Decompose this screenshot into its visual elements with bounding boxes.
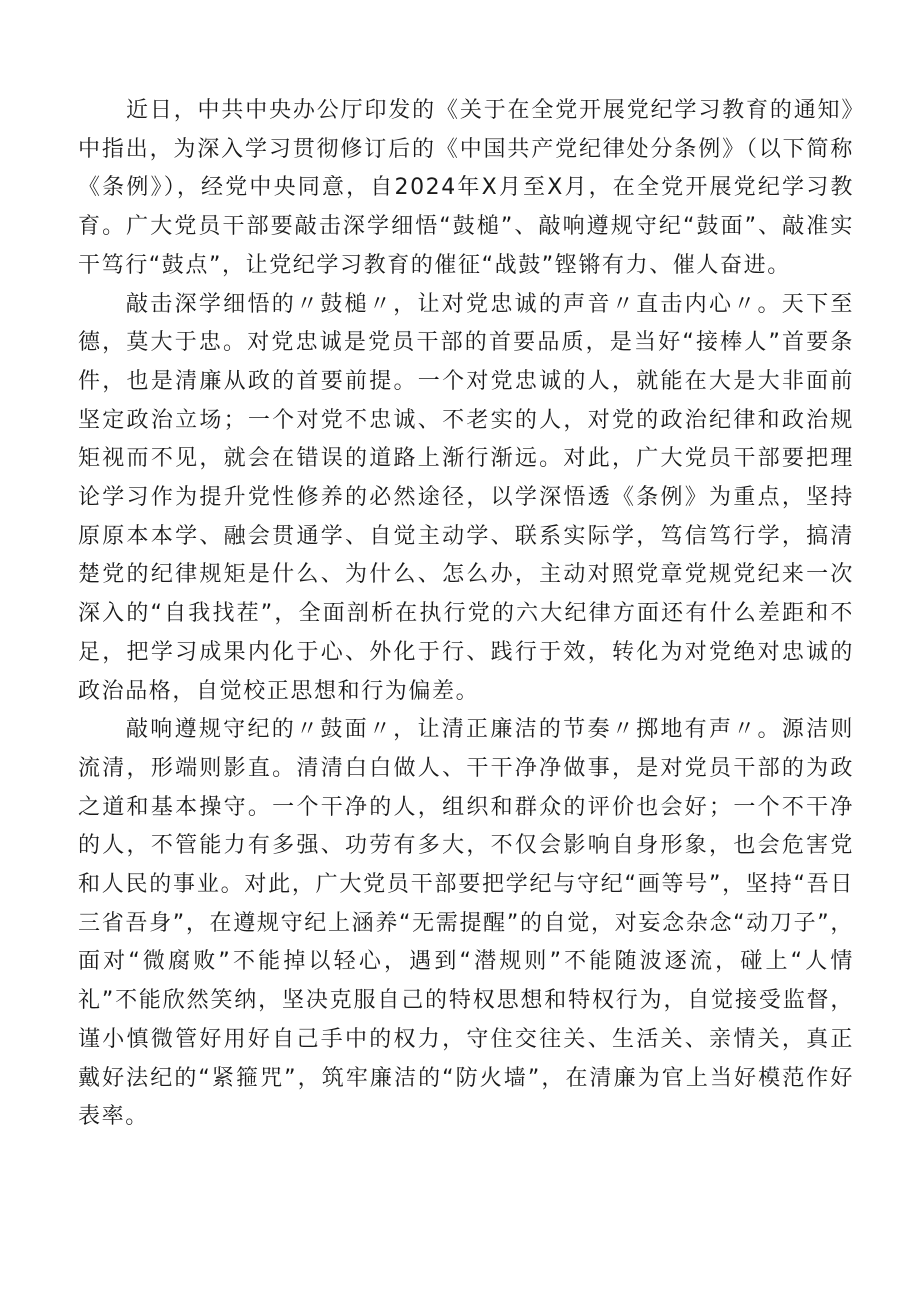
- document-body: [78, 92, 854, 1137]
- paragraph-drumhead: 敲响遵规守纪的〃鼓面〃，让清正廉洁的节奏〃掷地有声〃。源洁则流清，形端则影直。清清白白做人、干干净净做事，是对党员干部的为政之道和基本操守。一个干净的人，组织和群众的评价也会好；一个不干净的人，不管能力有多强、功劳有多大，不仅会影响自身形象，也会危害党和人民的事业。对此，广大党员干部要把学纪与守纪“画等号”，坚持“吾日三省吾身”，在遵规守纪上涵养“无需提醒”的自觉，对妄念杂念“动刀子”，面对“微腐败”不能掉以轻心，遇到“潜规则”不能随波逐流，碰上“人情礼”不能欣然笑纳，坚决克服自己的特权思想和特权行为，自觉接受监督，谨小慎微管好用好自己手中的权力，守住交往关、生活关、亲情关，真正戴好法纪的“紧箍咒”，筑牢廉洁的“防火墙”，在清廉为官上当好模范作好表率。: [78, 717, 854, 1130]
- paragraph-intro: 近日，中共中央办公厅印发的《关于在全党开展党纪学习教育的通知》中指出，为深入学习贯彻修订后的《中国共产党纪律处分条例》（以下简称《条例》），经党中央同意，自2024年X月至X月，在全党开展党纪学习教育。广大党员干部要敲击深学细悟“鼓槌”、敲响遵规守纪“鼓面”、敲准实干笃行“鼓点”，让党纪学习教育的催征“战鼓”铿锵有力、催人奋进。: [78, 98, 854, 278]
- paragraph-drumstick: 敲击深学细悟的〃鼓槌〃，让对党忠诚的声音〃直击内心〃。天下至德，莫大于忠。对党忠诚是党员干部的首要品质，是当好“接棒人”首要条件，也是清廉从政的首要前提。一个对党忠诚的人，就能在大是大非面前坚定政治立场；一个对党不忠诚、不老实的人，对党的政治纪律和政治规矩视而不见，就会在错误的道路上渐行渐远。对此，广大党员干部要把理论学习作为提升党性修养的必然途径，以学深悟透《条例》为重点，坚持原原本本学、融会贯通学、自觉主动学、联系实际学，笃信笃行学，搞清楚党的纪律规矩是什么、为什么、怎么办，主动对照党章党规党纪来一次深入的“自我找茬”，全面剖析在执行党的六大纪律方面还有什么差距和不足，把学习成果内化于心、外化于行、践行于效，转化为对党绝对忠诚的政治品格，自觉校正思想和行为偏差。: [78, 291, 854, 704]
